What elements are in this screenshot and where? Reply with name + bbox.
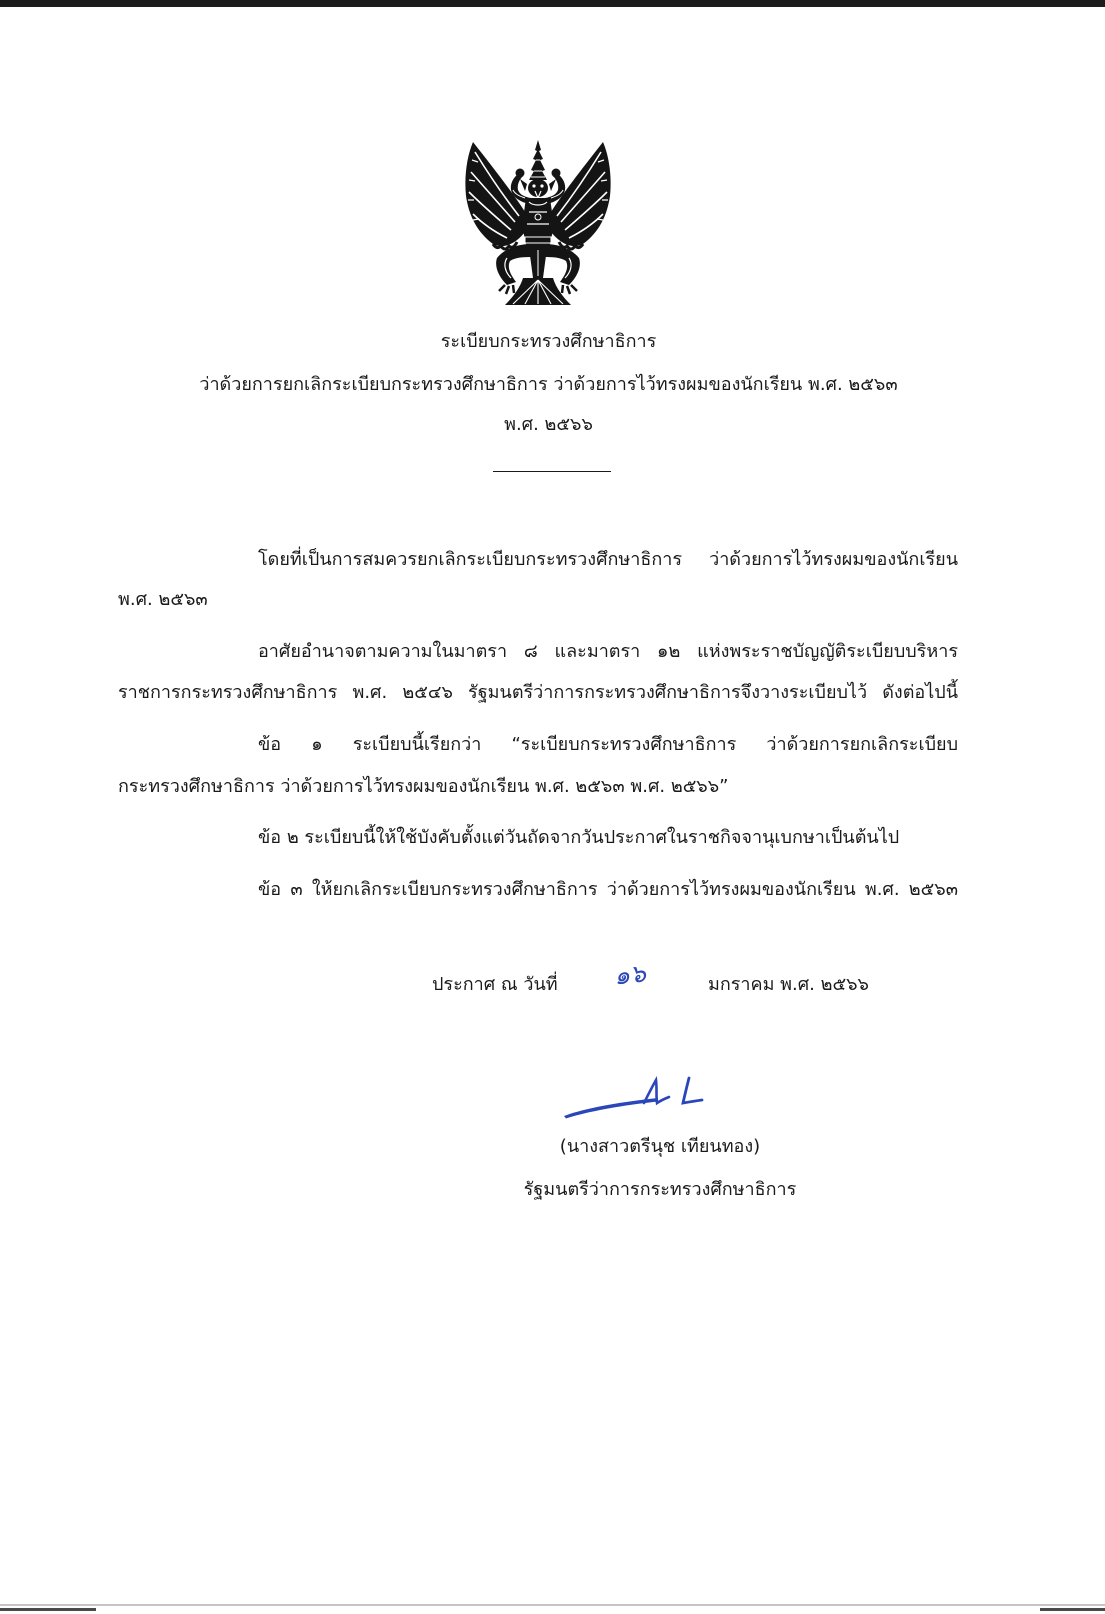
preamble-line-2: พ.ศ. ๒๕๖๓ (118, 589, 208, 610)
header-divider (493, 471, 611, 472)
authority-line-1: อาศัยอำนาจตามความในมาตรา ๘ และมาตรา ๑๒ แห่งพระราชบัญญัติระเบียบบริหาร (258, 641, 958, 662)
bottom-edge-mark-right (1040, 1608, 1105, 1611)
emblem-right-half (543, 142, 611, 294)
clause-2: ข้อ ๒ ระเบียบนี้ให้ใช้บังคับตั้งแต่วันถัดจากวันประกาศในราชกิจจานุเบกษาเป็นต้นไป (258, 827, 900, 848)
announcement-prefix: ประกาศ ณ วันที่ (432, 974, 558, 995)
document-title: ระเบียบกระทรวงศึกษาธิการ (440, 331, 657, 352)
clause-1-line-1: ข้อ ๑ ระเบียบนี้เรียกว่า “ระเบียบกระทรวงศึกษาธิการ ว่าด้วยการยกเลิกระเบียบ (258, 734, 958, 755)
clause-3: ข้อ ๓ ให้ยกเลิกระเบียบกระทรวงศึกษาธิการ ว่าด้วยการไว้ทรงผมของนักเรียน พ.ศ. ๒๕๖๓ (258, 879, 958, 900)
announcement-month-year: มกราคม พ.ศ. ๒๕๖๖ (708, 974, 869, 995)
emblem-head (528, 179, 548, 197)
garuda-emblem (463, 140, 613, 305)
signature (560, 1074, 715, 1122)
top-bar (0, 0, 1105, 7)
clause-1-line-2: กระทรวงศึกษาธิการ ว่าด้วยการไว้ทรงผมของนักเรียน พ.ศ. ๒๕๖๓ พ.ศ. ๒๕๖๖” (118, 776, 729, 797)
preamble-line-1: โดยที่เป็นการสมควรยกเลิกระเบียบกระทรวงศึกษาธิการ ว่าด้วยการไว้ทรงผมของนักเรียน (258, 549, 958, 570)
authority-line-2: ราชการกระทรวงศึกษาธิการ พ.ศ. ๒๕๔๖ รัฐมนตรีว่าการกระทรวงศึกษาธิการจึงวางระเบียบไว้ ดังต่อไปนี้ (118, 682, 958, 703)
document-subtitle: ว่าด้วยการยกเลิกระเบียบกระทรวงศึกษาธิการ ว่าด้วยการไว้ทรงผมของนักเรียน พ.ศ. ๒๕๖๓ (199, 374, 898, 395)
signatory-position: รัฐมนตรีว่าการกระทรวงศึกษาธิการ (523, 1179, 797, 1200)
document-year: พ.ศ. ๒๕๖๖ (504, 414, 593, 435)
emblem-left-half (465, 142, 533, 294)
signatory-name: (นางสาวตรีนุช เทียนทอง) (559, 1136, 761, 1157)
page-bottom-edge (0, 1604, 1105, 1606)
bottom-edge-mark-left (0, 1608, 96, 1611)
announcement-day-handwritten: ๑๖ (612, 958, 648, 991)
